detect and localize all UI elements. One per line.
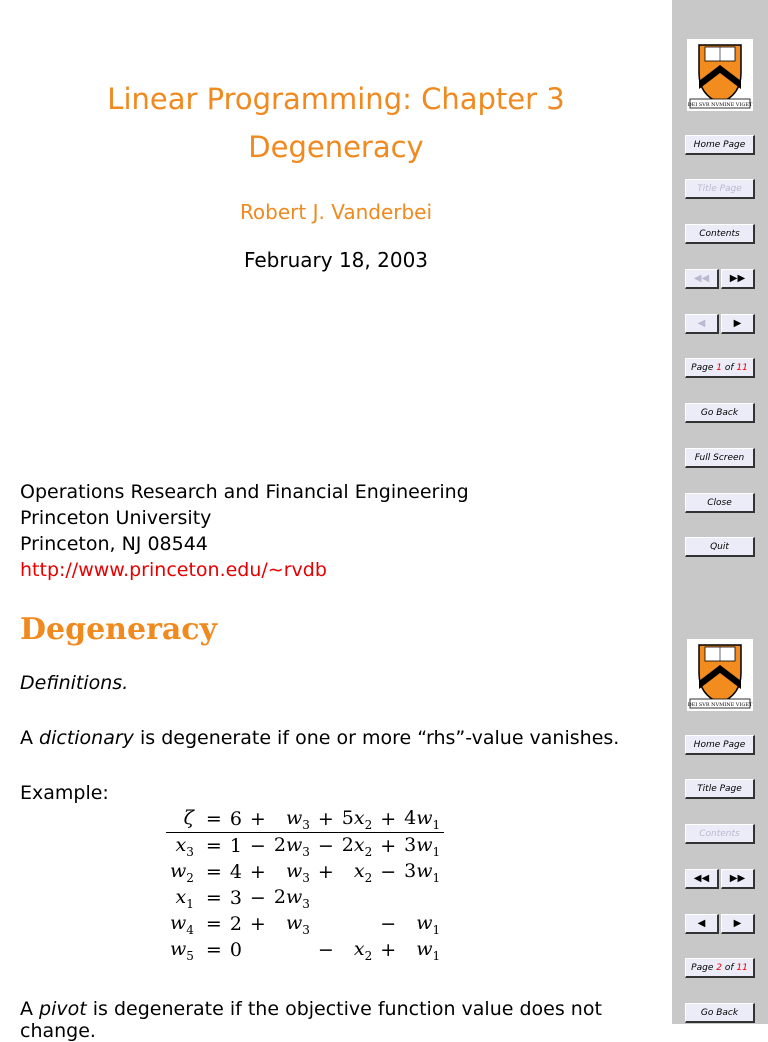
close-button[interactable]: Close [685, 493, 755, 513]
home-page-button[interactable]: Home Page [685, 735, 755, 755]
title-page-button[interactable]: Title Page [685, 779, 755, 799]
first-page-button[interactable]: ◀◀ [685, 869, 719, 889]
homepage-link[interactable]: http://www.princeton.edu/∼rvdb [20, 559, 327, 581]
definitions-label: Definitions. [20, 672, 129, 694]
first-page-button[interactable]: ◀◀ [685, 269, 719, 289]
title-page-button[interactable]: Title Page [685, 179, 755, 199]
dictionary-row: $x_3$ = 1 − $2w_3$ − $2x_2$ + $3w_1$ [175, 833, 441, 859]
go-back-button[interactable]: Go Back [685, 1003, 755, 1023]
page-indicator[interactable]: Page 1 of 11 [685, 358, 755, 378]
example-label: Example: [20, 782, 109, 804]
address-line2: Princeton University [20, 507, 212, 529]
next-page-button[interactable]: ▶ [721, 914, 755, 934]
section-title: Degeneracy [20, 612, 218, 647]
doc-title-line1: Linear Programming: Chapter 3 [107, 82, 565, 116]
quit-button[interactable]: Quit [685, 537, 755, 557]
contents-button[interactable]: Contents [685, 224, 755, 244]
page-indicator[interactable]: Page 2 of 11 [685, 958, 755, 978]
contents-button[interactable]: Contents [685, 824, 755, 844]
last-page-button[interactable]: ▶▶ [721, 869, 755, 889]
dictionary-row: $w_4$ = 2 + $w_3$ − $w_1$ [170, 911, 441, 937]
go-back-button[interactable]: Go Back [685, 403, 755, 423]
dictionary-row: $w_2$ = 4 + $w_3$ + $x_2$ − $3w_1$ [170, 859, 441, 885]
author: Robert J. Vanderbei [239, 200, 433, 224]
date: February 18, 2003 [243, 248, 429, 272]
prev-page-button[interactable]: ◀ [685, 314, 719, 334]
crest-motto: DEI SVB NVMINE VIGET [687, 702, 753, 708]
pivot-definition: A pivot is degenerate if the objective function value does not change. [20, 998, 602, 1042]
princeton-crest-icon [687, 39, 753, 111]
crest-motto: DEI SVB NVMINE VIGET [687, 102, 753, 108]
dictionary-table [166, 806, 444, 963]
home-page-button[interactable]: Home Page [685, 135, 755, 155]
address-line3: Princeton, NJ 08544 [20, 533, 208, 555]
dictionary-row: $x_1$ = 3 − $2w_3$ [175, 885, 310, 911]
next-page-button[interactable]: ▶ [721, 314, 755, 334]
address-line1: Operations Research and Financial Engineering [20, 481, 469, 503]
last-page-button[interactable]: ▶▶ [721, 269, 755, 289]
doc-title-line2: Degeneracy [248, 130, 424, 164]
dictionary-row: ζ = 6 + $w_3$ + $5x_2$ + $4w_1$ [166, 806, 444, 833]
dictionary-definition: A dictionary is degenerate if one or more “rhs”-value vanishes. [20, 727, 620, 749]
princeton-crest-icon [687, 639, 753, 711]
prev-page-button[interactable]: ◀ [685, 914, 719, 934]
dictionary-row: $w_5$ = 0 − $x_2$ + $w_1$ [170, 937, 441, 963]
full-screen-button[interactable]: Full Screen [685, 448, 755, 468]
